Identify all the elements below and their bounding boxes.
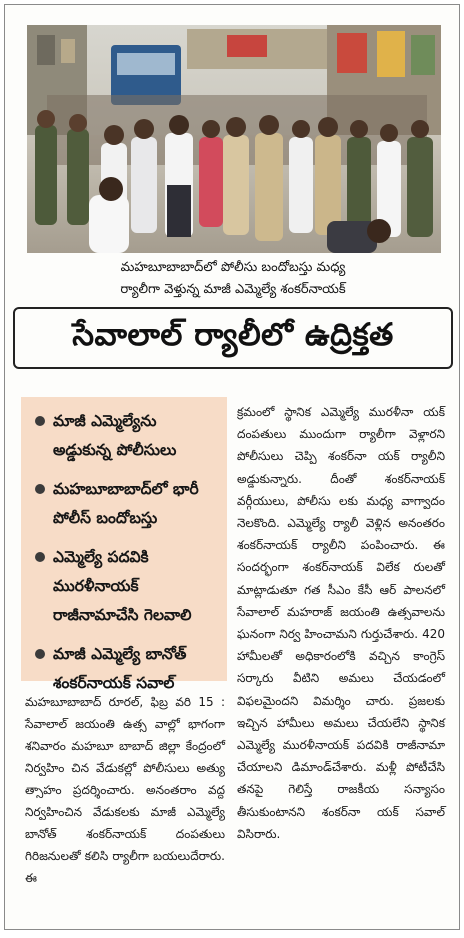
photo-caption — [5, 257, 461, 301]
highlight-item — [35, 543, 219, 630]
bullet-icon — [35, 484, 45, 494]
bullet-icon — [35, 552, 45, 562]
newspaper-clipping — [4, 4, 460, 930]
headline: సేవాలాల్ ర్యాలీలో ఉద్రిక్తత — [13, 307, 453, 369]
article-body-right: క్రమంలో స్థానిక ఎమ్మెల్యే మురళీనా యక్ దంపతులు ముందుగా ర్యాలీగా వెళ్లారని పోలీసులు చెప్పి శంకర్‌నా యక్ ర్యాలీని అడ్డుకున్నారు. దీంతో శంకర్‌నాయక్ వర్గీయులు, పోలీసు లకు మధ్య వాగ్వాదం నెలకొంది. ఎమ్మెల్యే ర్యాలీ వెళ్లిన అనంతరం శంకర్‌నాయక్ ర్యాలీని పంపించారు. ఈ సందర్భంగా శంకర్‌నాయక్ విలేక రులతో మాట్లాడుతూ గత సీఎం కేసీ ఆర్ పాలనలో సేవాలాల్ మహరాజ్ జయంతి ఉత్సవాలను ఘనంగా నిర్వ హించామని గుర్తుచేశారు. 420 హామీలతో అధికారంలోకి వచ్చిన కాంగ్రెస్ సర్కారు వీటిని అమలు చేయడంలో విఫలమైందని విమర్శిం చారు. ప్రజలకు ఇచ్చిన హామీలు అమలు చేయలేని స్థానిక ఎమ్మెల్యే మురళీనాయక్ పదవికి రాజీనామా చేయాలని డిమాండ్‌చేశారు. మళ్లీ పోటీచేసి తనపై గెలిస్తే రాజకీయ సన్యాసం తీసుకుంటానని శంకర్‌నా యక్ సవాల్ విసిరారు. — [237, 405, 445, 841]
bullet-icon — [35, 649, 45, 659]
highlight-item — [35, 407, 219, 465]
highlight-text: ఎమ్మెల్యే పదవికి మురళీనాయక్ రాజీనామాచేసి గెలవాలి — [53, 548, 192, 624]
rally-photo — [27, 25, 441, 253]
highlight-item — [35, 640, 219, 698]
highlight-item — [35, 475, 219, 533]
caption-line-2: ర్యాలీగా వెళ్తున్న మాజీ ఎమ్మెల్యే శంకర్‌నాయక్ — [120, 282, 346, 297]
highlight-text: మాజీ ఎమ్మెల్యేను అడ్డుకున్న పోలీసులు — [53, 412, 177, 459]
highlight-text: మాజీ ఎమ్మెల్యే బానోత్ శంకర్‌నాయక్ సవాల్ — [53, 645, 187, 692]
highlight-text: మహబూబాబాద్‌లో భారీ పోలీస్ బందోబస్తు — [53, 480, 199, 527]
highlights-box — [21, 397, 227, 692]
caption-line-1: మహబూబాబాద్‌లో పోలీసు బందోబస్తు మధ్య — [120, 260, 346, 275]
bullet-icon — [35, 416, 45, 426]
article-body-left: మహబూబాబాద్ రూరల్, ఫిబ్ర వరి 15 : సేవాలాల్ జయంతి ఉత్స వాల్లో భాగంగా శనివారం మహబూ బాబాద్ జిల్లా కేంద్రంలో నిర్వహిం చిన వేడుకల్లో పోలీసులు అత్యు త్సాహం ప్రదర్శించారు. అనంతరాం వద్ద నిర్వహించిన వేడుకలకు మాజీ ఎమ్మెల్యే బానోత్ శంకర్‌నాయక్ దంపతులు గిరిజనులతో కలిసి ర్యాలీగా బయలుదేరారు. ఈ — [25, 695, 225, 885]
